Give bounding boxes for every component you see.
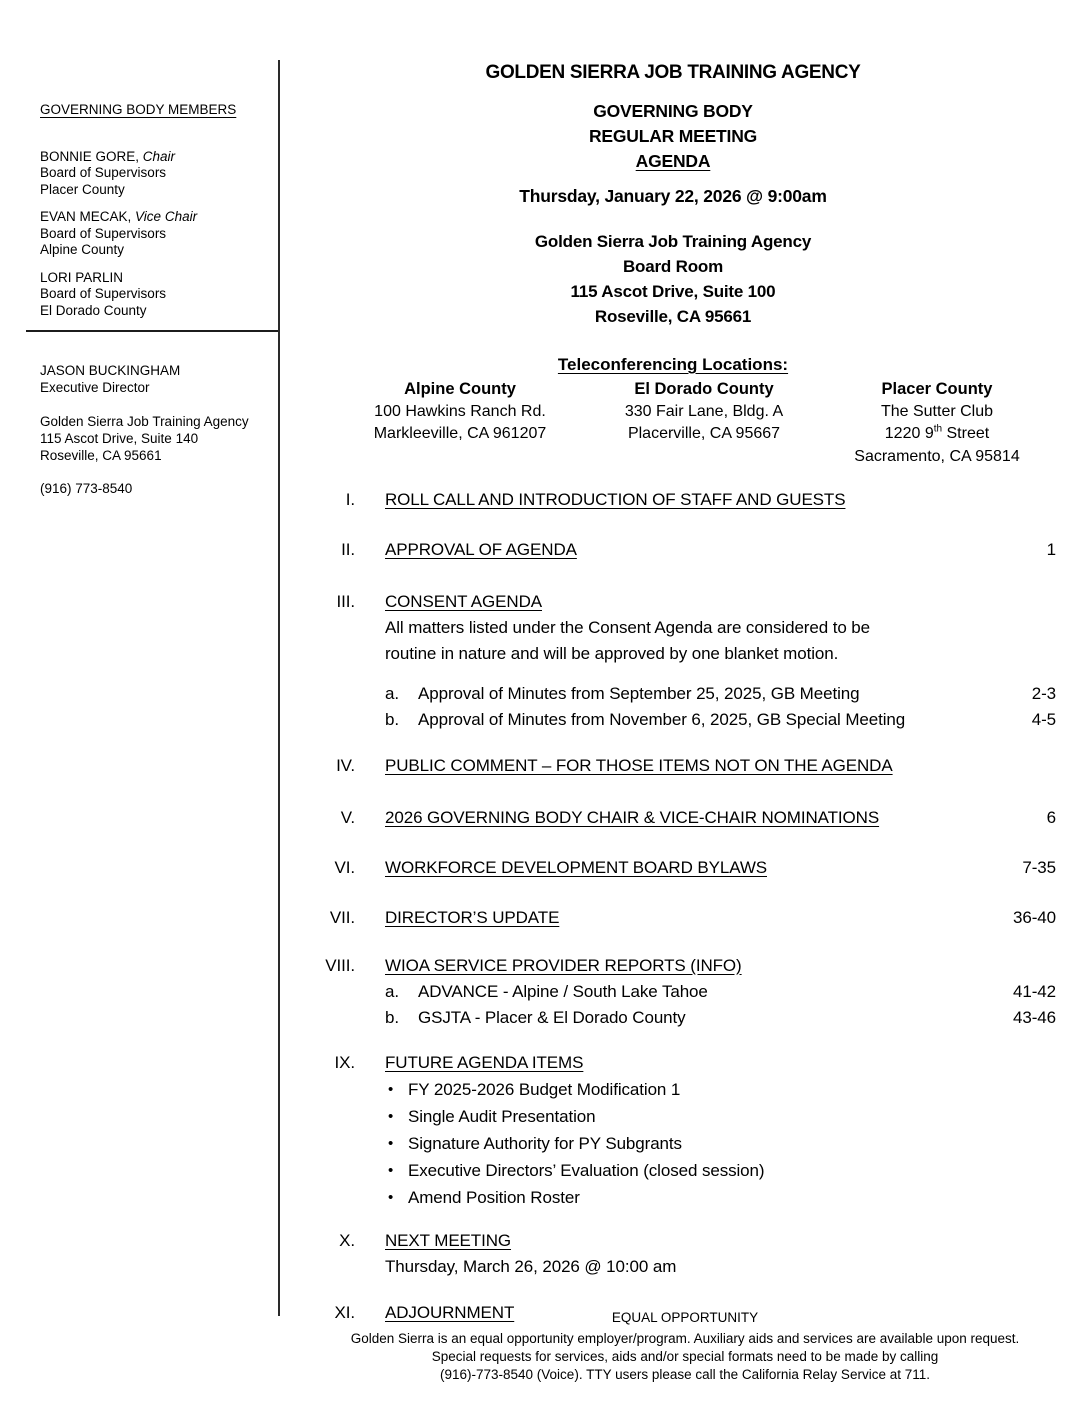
bullet-text: Amend Position Roster xyxy=(408,1188,580,1207)
teleconferencing-columns xyxy=(290,378,1056,478)
footer-heading: EQUAL OPPORTUNITY xyxy=(611,1310,759,1325)
agenda-item-numeral: II. xyxy=(341,540,355,559)
agenda-subitem-minutes-november xyxy=(290,707,1056,733)
bullet-text: FY 2025-2026 Budget Modification 1 xyxy=(408,1080,681,1099)
teleconference-location-placer xyxy=(818,378,1056,468)
member-org: Board of Supervisors xyxy=(40,286,167,301)
future-item-budget-modification xyxy=(290,1076,1056,1103)
subitem-text: Approval of Minutes from November 6, 2025, GB Special Meeting xyxy=(418,710,906,729)
location-line: Sacramento, CA 95814 xyxy=(854,447,1020,465)
agenda-item-numeral: VIII. xyxy=(325,956,355,975)
bullet-text: Signature Authority for PY Subgrants xyxy=(408,1134,682,1153)
member-county: El Dorado County xyxy=(40,302,147,318)
agenda-item-row xyxy=(290,953,1056,979)
bullet-icon: • xyxy=(388,1189,394,1206)
subitem-pages: 43-46 xyxy=(1013,1008,1056,1027)
agenda-item-approval-of-agenda xyxy=(290,537,1056,563)
member-lori-parlin xyxy=(40,270,265,320)
header-agenda-label: AGENDA xyxy=(635,151,711,171)
teleconference-location-el-dorado xyxy=(596,378,812,446)
agenda-subitem-minutes-september xyxy=(290,681,1056,707)
member-org: Board of Supervisors xyxy=(40,225,167,241)
member-org: Board of Supervisors xyxy=(40,165,167,180)
subitem-label: a. xyxy=(385,982,399,1001)
header-regular-meeting: REGULAR MEETING xyxy=(588,126,758,146)
bullet-text: Single Audit Presentation xyxy=(408,1107,596,1126)
next-meeting-datetime: Thursday, March 26, 2026 @ 10:00 am xyxy=(385,1257,677,1276)
subitem-label: b. xyxy=(385,710,399,729)
agenda-item-title: NEXT MEETING xyxy=(385,1231,512,1250)
sidebar-vertical-divider xyxy=(278,60,280,1316)
equal-opportunity-footer xyxy=(284,1309,1086,1384)
agenda-item-consent-agenda xyxy=(290,589,1056,733)
agenda-item-chair-nominations xyxy=(290,805,1056,831)
agenda-item-roll-call xyxy=(290,487,1056,513)
member-name: EVAN MECAK, xyxy=(40,209,132,224)
subitem-pages: 41-42 xyxy=(1013,982,1056,1001)
director-title: Executive Director xyxy=(40,380,150,395)
member-role: Chair xyxy=(142,148,176,164)
sidebar-heading: GOVERNING BODY MEMBERS xyxy=(40,102,237,117)
location-room: Board Room xyxy=(622,257,723,276)
director-name: JASON BUCKINGHAM xyxy=(40,363,181,378)
member-name-line xyxy=(40,270,265,287)
agenda-item-title: CONSENT AGENDA xyxy=(385,592,542,611)
footer-line: (916)-773-8540 (Voice). TTY users please call the California Relay Service at 711. xyxy=(439,1367,930,1382)
agenda-item-title: FUTURE AGENDA ITEMS xyxy=(385,1053,584,1072)
location-line: 330 Fair Lane, Bldg. A xyxy=(624,402,784,420)
subitem-label: a. xyxy=(385,684,399,703)
agenda-item-pages: 7-35 xyxy=(1022,858,1056,877)
agenda-item-title: APPROVAL OF AGENDA xyxy=(385,540,577,559)
director-address1: 115 Ascot Drive, Suite 140 xyxy=(40,431,199,446)
location-org: Golden Sierra Job Training Agency xyxy=(534,232,812,251)
agenda-item-numeral: V. xyxy=(340,808,355,827)
director-phone: (916) 773-8540 xyxy=(40,481,133,496)
agenda-item-title: ADJOURNMENT xyxy=(385,1303,515,1322)
agenda-item-pages xyxy=(994,589,1056,667)
agenda-item-pages: 6 xyxy=(1046,808,1056,827)
location-line: Placerville, CA 95667 xyxy=(627,425,781,442)
agenda-item-pages: 36-40 xyxy=(1013,908,1056,927)
member-bonnie-gore xyxy=(40,149,265,199)
member-county: Placer County xyxy=(40,181,125,197)
bullet-icon: • xyxy=(388,1162,394,1179)
sidebar-horizontal-divider xyxy=(26,330,278,332)
meeting-datetime: Thursday, January 22, 2026 @ 9:00am xyxy=(519,186,827,206)
location-line: Markleeville, CA 961207 xyxy=(373,425,547,442)
director-org: Golden Sierra Job Training Agency xyxy=(40,414,249,429)
member-county: Alpine County xyxy=(40,242,125,257)
bullet-text: Executive Directors’ Evaluation (closed session) xyxy=(408,1161,765,1180)
ordinal-superscript: th xyxy=(933,423,943,435)
agenda-item-numeral: VII. xyxy=(329,908,355,927)
subitem-pages: 4-5 xyxy=(1031,710,1056,729)
agenda-subitem-gsjta xyxy=(290,1005,1056,1031)
future-item-amend-position-roster xyxy=(290,1184,1056,1211)
agenda-item-wioa-reports xyxy=(290,953,1056,1031)
member-name: BONNIE GORE, xyxy=(40,148,140,164)
agenda-subitem-advance xyxy=(290,979,1056,1005)
agenda-item-pages: 1 xyxy=(1046,540,1056,559)
footer-line: Special requests for services, aids and/or special formats need to be made by calling xyxy=(431,1349,939,1364)
sidebar-executive-director xyxy=(40,362,275,497)
agenda-item-numeral: X. xyxy=(339,1231,355,1250)
agenda-item-pages xyxy=(994,953,1056,979)
footer-line: Golden Sierra is an equal opportunity employer/program. Auxiliary aids and services are available upon request. xyxy=(350,1331,1020,1346)
subitem-pages: 2-3 xyxy=(1031,684,1056,703)
agenda-item-numeral: VI. xyxy=(334,858,355,877)
teleconference-location-alpine xyxy=(342,378,578,446)
location-city: Roseville, CA 95661 xyxy=(594,307,752,326)
member-name-line xyxy=(40,149,265,166)
location-line: The Sutter Club xyxy=(880,402,994,420)
agenda-item-numeral: IX. xyxy=(334,1053,355,1072)
agenda-item-public-comment xyxy=(290,753,1056,779)
agenda-item-numeral: I. xyxy=(345,490,355,509)
sidebar-governing-body-members xyxy=(40,102,265,330)
teleconferencing-section xyxy=(290,355,1056,478)
member-role: Vice Chair xyxy=(135,209,198,224)
future-item-signature-authority xyxy=(290,1130,1056,1157)
bullet-icon: • xyxy=(388,1108,394,1125)
agency-title: GOLDEN SIERRA JOB TRAINING AGENCY xyxy=(485,62,861,83)
subitem-label: b. xyxy=(385,1008,399,1027)
location-line: 100 Hawkins Ranch Rd. xyxy=(374,402,546,420)
location-street: 115 Ascot Drive, Suite 100 xyxy=(570,282,776,301)
agenda-item-board-bylaws xyxy=(290,855,1056,881)
bullet-icon: • xyxy=(388,1135,394,1152)
location-name: Alpine County xyxy=(404,380,516,398)
future-item-single-audit xyxy=(290,1103,1056,1130)
agenda-item-title: WIOA SERVICE PROVIDER REPORTS (INFO) xyxy=(385,956,742,975)
agenda-item-next-meeting xyxy=(290,1228,1056,1280)
location-line: 1220 9th Street xyxy=(884,423,990,442)
agenda-item-directors-update xyxy=(290,905,1056,931)
subitem-text: ADVANCE - Alpine / South Lake Tahoe xyxy=(418,982,708,1001)
agenda-item-title: DIRECTOR’S UPDATE xyxy=(385,908,560,927)
subitem-text: GSJTA - Placer & El Dorado County xyxy=(418,1008,686,1027)
subitem-text: Approval of Minutes from September 25, 2025, GB Meeting xyxy=(418,684,860,703)
agenda-item-numeral: III. xyxy=(336,592,355,611)
agenda-item-body: All matters listed under the Consent Agenda are considered to be xyxy=(385,618,871,637)
agenda-item-numeral: IV. xyxy=(336,756,355,775)
future-item-directors-evaluation xyxy=(290,1157,1056,1184)
teleconferencing-heading: Teleconferencing Locations: xyxy=(557,355,789,374)
agenda-item-title: 2026 GOVERNING BODY CHAIR & VICE-CHAIR NOMINATIONS xyxy=(385,808,880,827)
agenda-item-numeral: XI. xyxy=(334,1303,355,1322)
member-evan-mecak xyxy=(40,209,265,259)
member-name: LORI PARLIN xyxy=(40,269,124,285)
agenda-item-row xyxy=(290,589,1056,667)
member-name-line xyxy=(40,209,265,226)
agenda-item-pages xyxy=(994,1228,1056,1280)
location-name: Placer County xyxy=(881,380,993,398)
header-governing-body: GOVERNING BODY xyxy=(593,101,753,121)
agenda-item-pages xyxy=(994,753,1056,779)
agenda-item-pages xyxy=(994,1050,1056,1076)
agenda-item-title: PUBLIC COMMENT – FOR THOSE ITEMS NOT ON THE AGENDA xyxy=(385,756,893,775)
agenda-list xyxy=(290,487,1056,1326)
agenda-item-title: ROLL CALL AND INTRODUCTION OF STAFF AND GUESTS xyxy=(385,490,846,509)
location-name: El Dorado County xyxy=(634,380,774,398)
bullet-icon: • xyxy=(388,1081,394,1098)
document-header xyxy=(290,62,1056,329)
agenda-item-body: routine in nature and will be approved by one blanket motion. xyxy=(385,644,839,663)
agenda-item-future-agenda-items xyxy=(290,1050,1056,1211)
agenda-item-pages xyxy=(994,487,1056,513)
meeting-location xyxy=(290,229,1056,329)
agenda-item-row xyxy=(290,1050,1056,1076)
agenda-item-title: WORKFORCE DEVELOPMENT BOARD BYLAWS xyxy=(385,858,767,877)
agenda-item-row xyxy=(290,1228,1056,1280)
director-address2: Roseville, CA 95661 xyxy=(40,448,162,463)
